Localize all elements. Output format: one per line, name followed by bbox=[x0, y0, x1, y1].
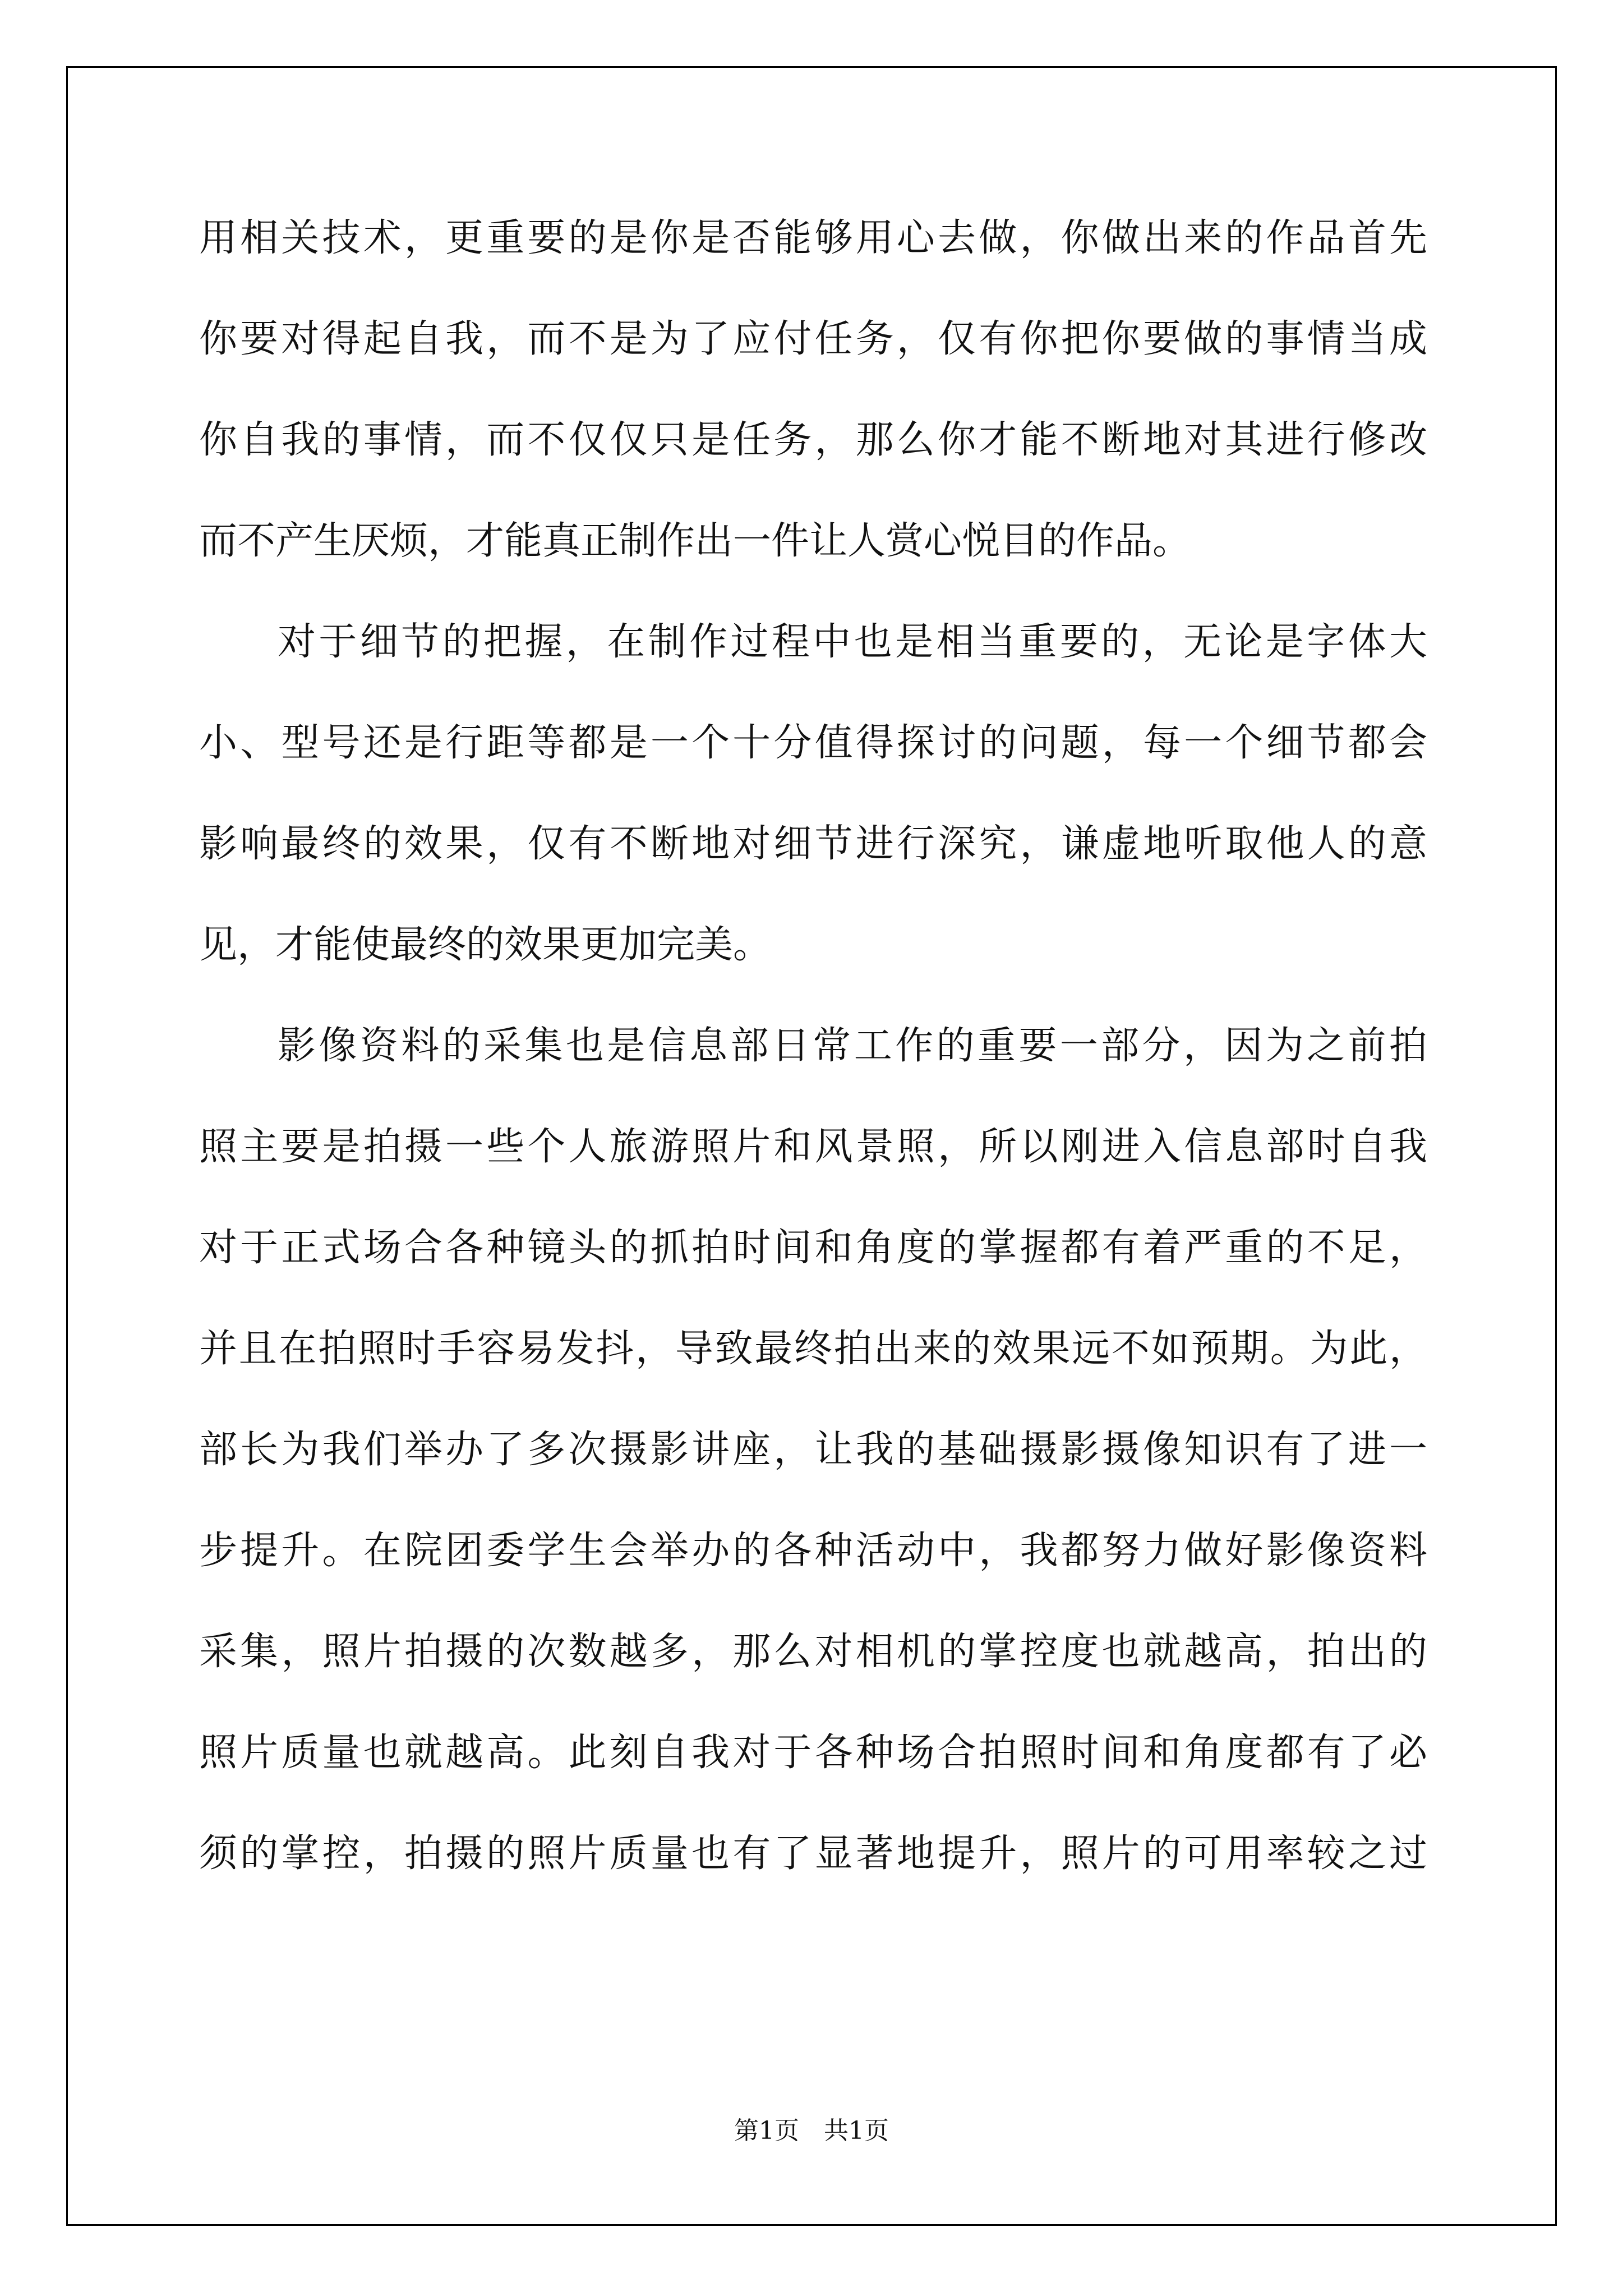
text-line: 用相关技术，更重要的是你是否能够用心去做，你做出来的作品首先 bbox=[199, 216, 1427, 260]
text-line: 采集，照片拍摄的次数越多，那么对相机的掌控度也就越高，拍出的 bbox=[199, 1630, 1427, 1674]
text-line: 小、型号还是行距等都是一个十分值得探讨的问题，每一个细节都会 bbox=[199, 721, 1427, 765]
text-line: 而不产生厌烦，才能真正制作出一件让人赏心悦目的作品。 bbox=[199, 519, 1191, 563]
text-line: 部长为我们举办了多次摄影讲座，让我的基础摄影摄像知识有了进一 bbox=[199, 1428, 1427, 1472]
text-line: 影响最终的效果，仅有不断地对细节进行深究，谦虚地听取他人的意 bbox=[199, 822, 1427, 866]
text-line: 照主要是拍摄一些个人旅游照片和风景照，所以刚进入信息部时自我 bbox=[199, 1125, 1427, 1169]
text-line: 须的掌控，拍摄的照片质量也有了显著地提升，照片的可用率较之过 bbox=[199, 1832, 1427, 1876]
text-line: 步提升。在院团委学生会举办的各种活动中，我都努力做好影像资料 bbox=[199, 1529, 1427, 1573]
text-line: 并且在拍照时手容易发抖，导致最终拍出来的效果远不如预期。为此， bbox=[199, 1327, 1427, 1371]
text-line: 对于正式场合各种镜头的抓拍时间和角度的掌握都有着严重的不足， bbox=[199, 1226, 1427, 1270]
text-line: 对于细节的把握，在制作过程中也是相当重要的，无论是字体大 bbox=[278, 620, 1427, 664]
text-line: 你自我的事情，而不仅仅只是任务，那么你才能不断地对其进行修改 bbox=[199, 418, 1427, 462]
text-line: 你要对得起自我，而不是为了应付任务，仅有你把你要做的事情当成 bbox=[199, 317, 1427, 361]
text-line: 见，才能使最终的效果更加完美。 bbox=[199, 923, 772, 967]
page-footer: 第1页 共1页 bbox=[734, 2116, 889, 2145]
text-line: 照片质量也就越高。此刻自我对于各种场合拍照时间和角度都有了必 bbox=[199, 1731, 1427, 1775]
text-line: 影像资料的采集也是信息部日常工作的重要一部分，因为之前拍 bbox=[278, 1024, 1427, 1068]
